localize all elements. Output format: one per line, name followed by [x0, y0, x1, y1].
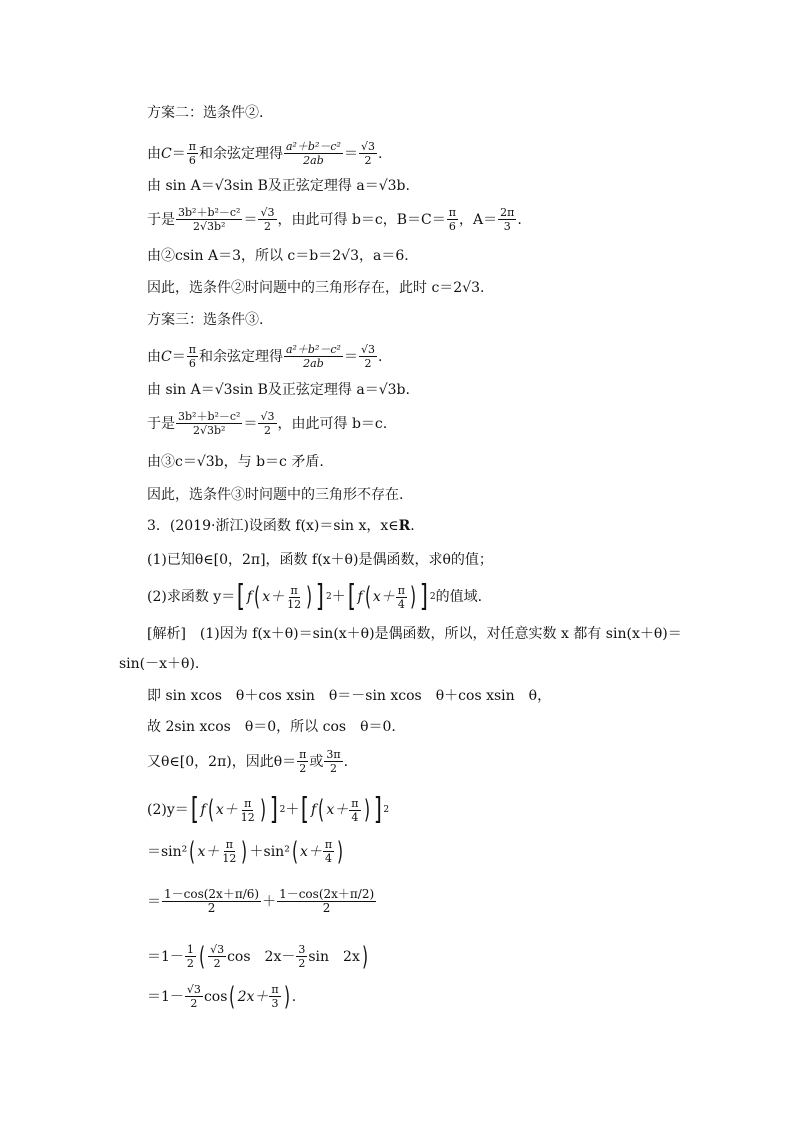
solution-part-1-line-2: sin(－x＋θ). [119, 656, 200, 672]
text: x＋ [197, 843, 220, 860]
paren: ) [361, 941, 368, 972]
frac-2pi-3: $\frac{2\pi}{3}$ [500, 206, 515, 233]
frac-cos-rule: $\frac{\text{a²＋b²－c²}}{2ab}$ [285, 343, 341, 370]
text: ＝1－ [147, 988, 184, 1005]
line-contradiction: 由③c＝√3b，与 b＝c 矛盾. [147, 454, 324, 470]
problem-3-statement [147, 516, 415, 536]
frac-pi-4: $\frac{\pi}{4}$ [351, 796, 359, 824]
text: ，由此可得 b＝c. [277, 415, 388, 432]
text: 或 [309, 753, 324, 770]
exponent: 2 [383, 805, 390, 815]
solution-sin-squared [147, 838, 345, 865]
text: ＝sin² [147, 843, 188, 860]
scheme-two-heading: 方案二：选条件②. [147, 105, 264, 121]
line-substitute-2 [147, 206, 522, 233]
solution-part-2-y [147, 792, 390, 827]
text: x＋ [299, 843, 322, 860]
line-cos-rule-2 [147, 140, 382, 167]
line-sine-rule-2: 由 sin A＝√3sin B及正弦定理得 a＝√3b. [147, 178, 410, 194]
scheme-three-heading: 方案三：选条件③. [147, 312, 264, 328]
period: . [377, 145, 383, 162]
text: 2x＋ [237, 988, 269, 1005]
frac-pi-3: $\frac{\pi}{3}$ [271, 983, 279, 1010]
bracket: ] [269, 792, 278, 827]
line-sine-rule-3: 由 sin A＝√3sin B及正弦定理得 a＝√3b. [147, 382, 410, 398]
text: ＝1－ [147, 948, 184, 965]
line-substitute-3 [147, 410, 387, 437]
bracket: [ [190, 792, 199, 827]
frac-root3-2: $\frac{√3}{2}$ [360, 343, 375, 370]
eq: ＝ [343, 145, 358, 162]
period: . [517, 211, 522, 228]
frac-root3-2: $\frac{√3}{2}$ [360, 140, 375, 167]
set-r: R [398, 518, 411, 534]
paren: ( [198, 941, 206, 972]
frac-pi-12: $\frac{\pi}{12}$ [222, 838, 237, 865]
text: x＋ [372, 589, 395, 605]
paren: ( [189, 836, 196, 867]
solution-final [147, 983, 296, 1010]
bracket: [ [236, 579, 246, 614]
plus: ＋ [262, 893, 277, 910]
bracket: [ [347, 579, 356, 614]
plus: ＋ [331, 589, 346, 605]
frac-pi-4: $\frac{\pi}{4}$ [397, 583, 405, 611]
period: . [410, 518, 415, 534]
frac-pi-6: $\frac{\pi}{6}$ [448, 206, 456, 233]
frac-pi-12: $\frac{\pi}{12}$ [287, 583, 302, 611]
solution-theta-values [147, 748, 348, 775]
text: ＋sin² [249, 843, 290, 860]
frac-cos-b: $\frac{1-\cos(2x+\pi/2)}{2}$ [279, 887, 375, 915]
frac-pi-12: $\frac{\pi}{12}$ [240, 796, 255, 824]
exponent: 2 [326, 592, 332, 602]
frac-3pi-2: $\frac{3\pi}{2}$ [326, 748, 341, 775]
period: . [343, 753, 349, 770]
paren: ( [364, 582, 371, 612]
text: x＋ [262, 589, 285, 605]
text: 和余弦定理得 [198, 348, 283, 365]
plus: ＋ [285, 802, 300, 818]
text: sin 2x [308, 948, 360, 965]
text: x＋ [215, 802, 238, 818]
solution-expand-2 [147, 943, 370, 970]
text: 由 [147, 145, 161, 162]
text: 由 [147, 348, 161, 365]
paren: ( [207, 795, 214, 825]
paren: ) [410, 582, 417, 612]
eq: ＝ [243, 211, 258, 228]
frac-pi-2: $\frac{\pi}{2}$ [299, 748, 307, 775]
problem-3-part-1: (1)已知θ∈[0，2π]，函数 f(x＋θ)是偶函数，求θ的值； [147, 552, 493, 568]
frac-sub: $\frac{\text{3b²＋b²－c²}}{\text{2√3b²}}$ [178, 410, 241, 437]
period: . [291, 988, 297, 1005]
bracket: ] [316, 579, 325, 614]
text: f [357, 589, 363, 605]
exponent: 2 [279, 805, 286, 815]
text: ，A＝ [459, 211, 498, 228]
text: f [246, 589, 253, 605]
solution-part-1-line-1: [解析] (1)因为 f(x＋θ)＝sin(x＋θ)是偶函数，所以，对任意实数 x 都有 sin(x＋θ)＝ [147, 626, 682, 642]
frac-pi-6: $\frac{\pi}{6}$ [188, 140, 196, 167]
eq: ＝ [343, 348, 358, 365]
frac-root3-2: $\frac{√3}{2}$ [260, 206, 275, 233]
solution-cos-zero: 故 2sin xcos θ＝0，所以 cos θ＝0. [147, 719, 396, 735]
bracket: [ [301, 792, 310, 827]
var-c: C [161, 348, 172, 365]
text: (2)y＝ [147, 802, 189, 818]
line-conclusion-3: 因此，选条件③时问题中的三角形不存在. [147, 487, 404, 503]
paren: ) [241, 836, 248, 867]
text: ，由此可得 b＝c，B＝C＝ [277, 211, 446, 228]
solution-expand: 即 sin xcos θ＋cos xsin θ＝－sin xcos θ＋cos xsin θ， [147, 688, 552, 704]
frac-pi-6: $\frac{\pi}{6}$ [188, 343, 196, 370]
frac-root3-2: $\frac{√3}{2}$ [186, 983, 201, 1010]
paren: ( [254, 582, 261, 612]
text: ＝ [147, 893, 161, 910]
text: 的值域. [435, 589, 483, 605]
bracket: ] [373, 792, 382, 827]
text: 又θ∈[0，2π)，因此θ＝ [147, 753, 297, 770]
frac-3-2: $\frac{3}{2}$ [298, 943, 306, 970]
paren: ) [306, 582, 313, 612]
eq: ＝ [243, 415, 258, 432]
text: 于是 [147, 211, 175, 228]
solution-double-angle [147, 888, 377, 915]
frac-cos-rule: $\frac{\text{a²＋b²－c²}}{2ab}$ [285, 140, 341, 167]
frac-sub: $\frac{\text{3b²＋b²－c²}}{\text{2√3b²}}$ [178, 206, 241, 233]
frac-half: $\frac{1}{2}$ [186, 943, 194, 970]
paren: ( [291, 836, 298, 867]
frac-cos-a: $\frac{1-\cos(2x+\pi/6)}{2}$ [164, 887, 260, 915]
text: (2)求函数 y＝ [147, 589, 236, 605]
frac-root3-2: $\frac{√3}{2}$ [260, 410, 275, 437]
exponent: 2 [429, 592, 436, 602]
line-csinA: 由②csin A＝3，所以 c＝b＝2√3，a＝6. [147, 248, 409, 264]
text: 3．(2019·浙江)设函数 f(x)＝sin x，x∈ [147, 518, 399, 534]
bracket: ] [419, 579, 429, 614]
text: cos 2x－ [227, 948, 296, 965]
period: . [377, 348, 383, 365]
var-c: C [161, 145, 172, 162]
eq: ＝ [171, 145, 186, 162]
paren: ) [337, 836, 344, 867]
frac-pi-4: $\frac{\pi}{4}$ [324, 838, 333, 865]
text: x＋ [326, 802, 349, 818]
problem-3-part-2 [147, 579, 483, 614]
text: 和余弦定理得 [198, 145, 283, 162]
paren: ( [318, 795, 325, 825]
text: 于是 [147, 415, 175, 432]
paren: ) [363, 795, 370, 825]
paren: ) [283, 981, 290, 1012]
paren: ) [259, 795, 266, 825]
line-cos-rule-3 [147, 343, 382, 370]
line-conclusion-2: 因此，选条件②时问题中的三角形存在，此时 c＝2√3. [147, 280, 485, 296]
text: f [200, 802, 206, 818]
paren: ( [229, 981, 236, 1012]
frac-root3-2: $\frac{√3}{2}$ [210, 943, 225, 970]
text: cos [203, 988, 228, 1005]
eq: ＝ [171, 348, 186, 365]
text: f [311, 802, 317, 818]
